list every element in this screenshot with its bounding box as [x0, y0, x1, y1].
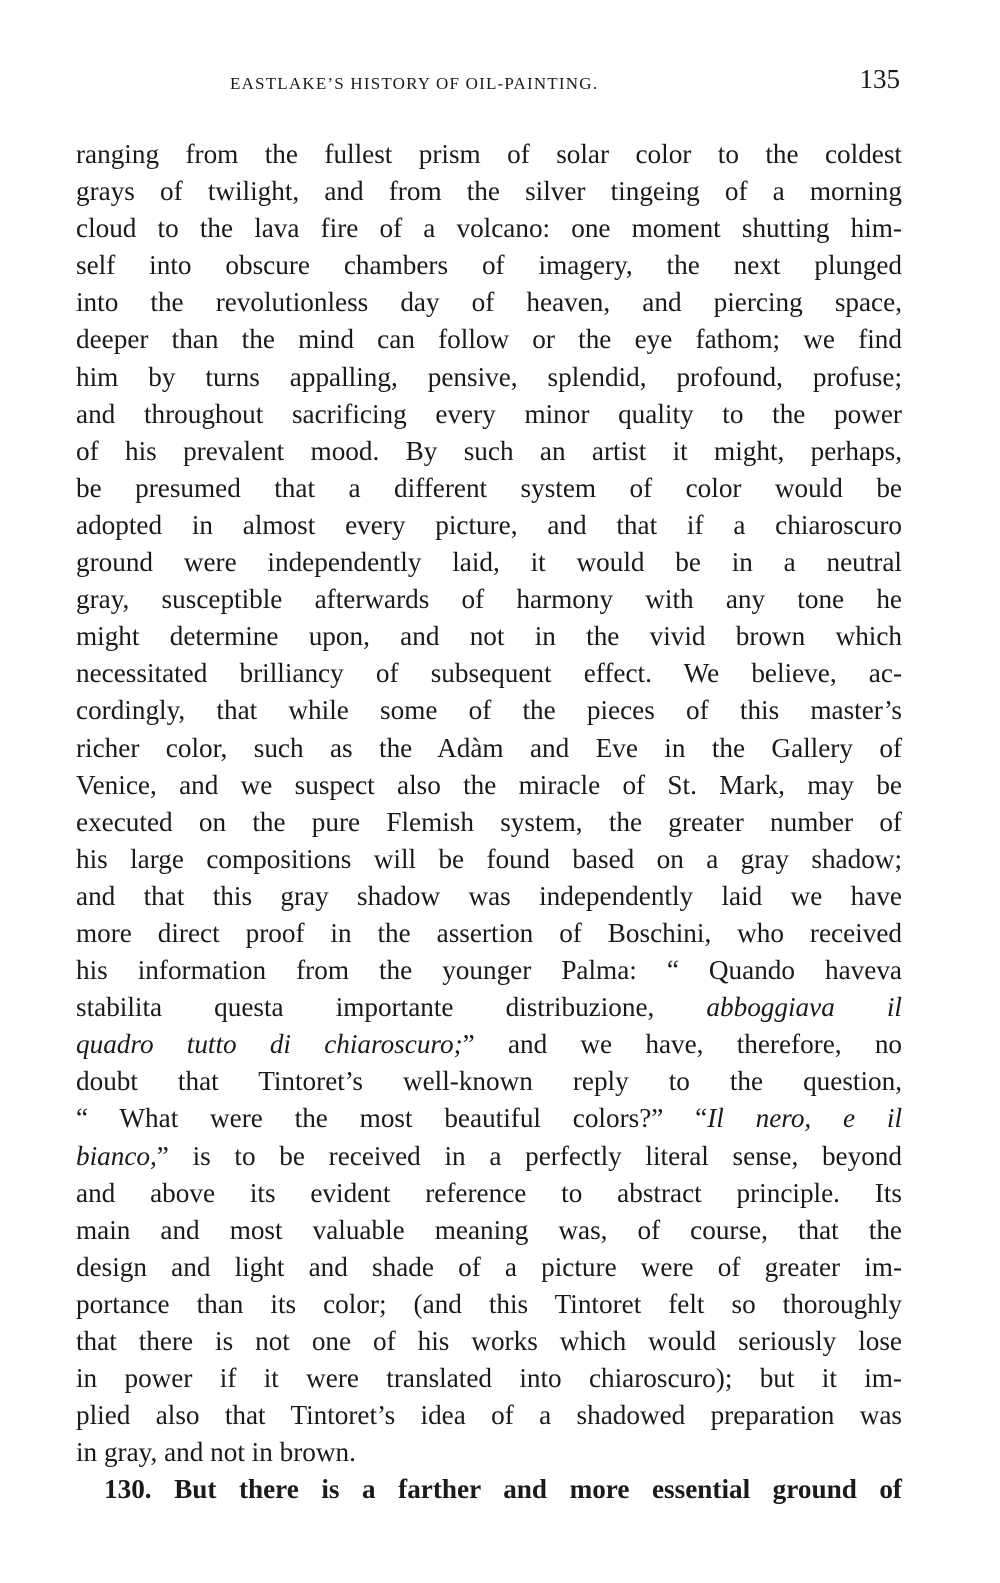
text-line: cordingly, that while some of the pieces of this master’s: [76, 695, 902, 726]
text-line: might determine upon, and not in the vivid brown which: [76, 621, 902, 652]
text-line: main and most valuable meaning was, of course, that the: [76, 1214, 902, 1245]
italic-quote: bianco,: [76, 1140, 157, 1171]
text-line: adopted in almost every picture, and that if a chiaroscuro: [76, 509, 902, 540]
text-line: ground were independently laid, it would be in a neutral: [76, 547, 902, 578]
text-line: cloud to the lava fire of a volcano: one moment shutting him-: [76, 213, 902, 244]
text-line: [76, 1100, 902, 1137]
text-line: and throughout sacrificing every minor quality to the power: [76, 398, 902, 429]
paragraph-number: 130.: [104, 1474, 152, 1505]
text-line: and that this gray shadow was independently laid we have: [76, 880, 902, 911]
text-line: in gray, and not in brown.: [76, 1437, 356, 1468]
text-line: [76, 989, 902, 1026]
text-run: But there is a farther and more essential ground of: [151, 1474, 902, 1505]
text-line: that there is not one of his works which would seriously lose: [76, 1326, 902, 1356]
text-line: his large compositions will be found based on a gray shadow;: [76, 843, 902, 874]
text-line: Venice, and we suspect also the miracle of St. Mark, may be: [76, 769, 902, 800]
text-line: be presumed that a different system of color would be: [76, 472, 902, 503]
text-line: ranging from the fullest prism of solar color to the coldest: [76, 139, 902, 169]
text-line: self into obscure chambers of imagery, the next plunged: [76, 250, 902, 281]
text-line: portance than its color; (and this Tintoret felt so thoroughly: [76, 1288, 902, 1319]
text-run: stabilita questa importante distribuzione,: [76, 992, 707, 1023]
text-line: executed on the pure Flemish system, the greater number of: [76, 806, 902, 837]
text-run: ” and we have, therefore, no: [462, 1029, 903, 1060]
text-line: doubt that Tintoret’s well-known reply to the question,: [76, 1066, 902, 1097]
text-line: into the revolutionless day of heaven, and piercing space,: [76, 287, 902, 318]
text-line: [76, 1026, 902, 1063]
running-title: EASTLAKE’S HISTORY OF OIL-PAINTING.: [230, 74, 599, 93]
text-line: grays of twilight, and from the silver tingeing of a morning: [76, 176, 902, 207]
body-text: [76, 136, 902, 1508]
text-line: plied also that Tintoret’s idea of a shadowed preparation was: [76, 1400, 902, 1431]
italic-quote: Il nero, e il: [707, 1103, 902, 1134]
text-line: necessitated brilliancy of subsequent effect. We believe, ac-: [76, 658, 902, 689]
text-line: richer color, such as the Adàm and Eve in the Gallery of: [76, 732, 902, 763]
text-run: “ What were the most beautiful colors?” “: [76, 1103, 708, 1134]
italic-quote: quadro tutto di chiaroscuro;: [76, 1029, 463, 1060]
text-run: ” is to be received in a perfectly literal sense, beyond: [156, 1140, 902, 1171]
paragraph-start-line: [76, 1471, 902, 1508]
text-line: him by turns appalling, pensive, splendid, profound, profuse;: [76, 361, 902, 392]
text-line: of his prevalent mood. By such an artist it might, perhaps,: [76, 435, 902, 466]
text-line: deeper than the mind can follow or the eye fathom; we find: [76, 324, 902, 355]
text-line: and above its evident reference to abstract principle. Its: [76, 1177, 902, 1208]
text-line: design and light and shade of a picture were of greater im-: [76, 1251, 902, 1282]
text-line: more direct proof in the assertion of Boschini, who received: [76, 917, 902, 948]
text-line: [76, 1138, 902, 1175]
text-line: in power if it were translated into chiaroscuro); but it im-: [76, 1363, 902, 1394]
page-number: 135: [859, 64, 900, 94]
italic-quote: abboggiava il: [706, 992, 902, 1023]
text-line: his information from the younger Palma: “ Quando haveva: [76, 955, 902, 986]
text-line: gray, susceptible afterwards of harmony with any tone he: [76, 584, 902, 615]
